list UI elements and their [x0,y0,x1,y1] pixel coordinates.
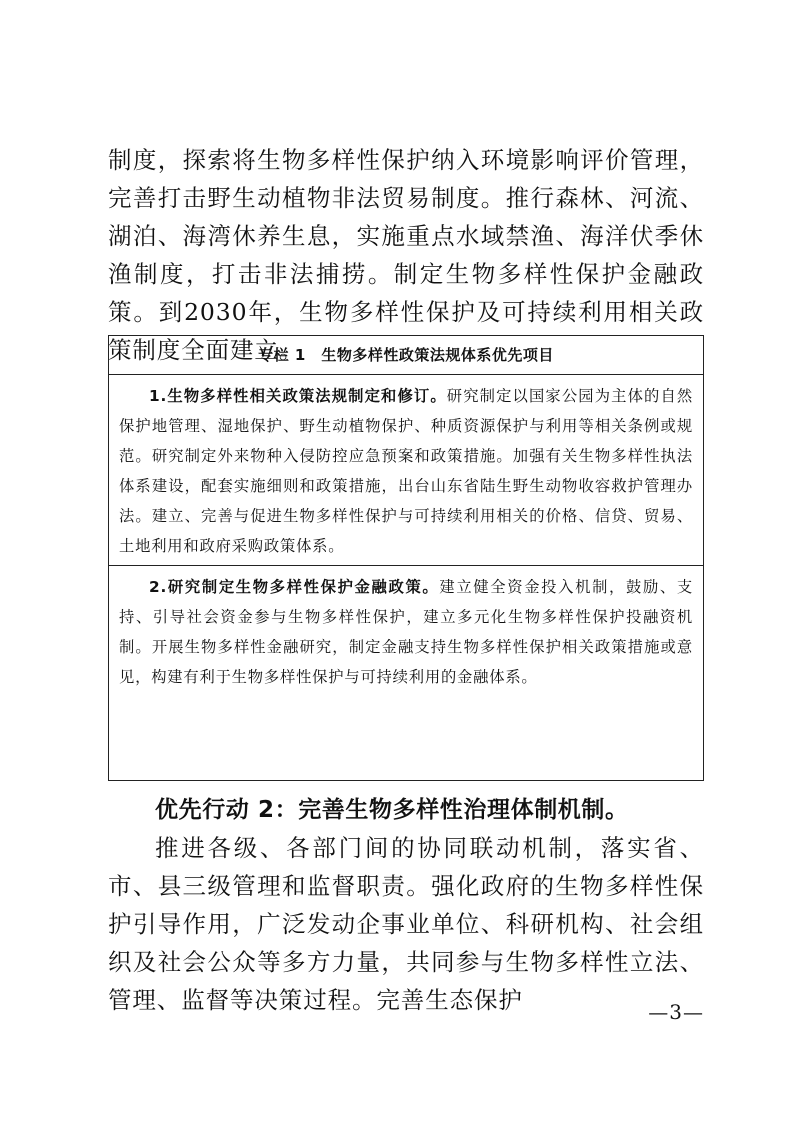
body-paragraph-bottom: 推进各级、各部门间的协同联动机制，落实省、市、县三级管理和监督职责。强化政府的生物多样性保护引导作用，广泛发动企事业单位、科研机构、社会组织及社会公众等多方力量，共同参与生物多样性立法、管理、监督等决策过程。完善生态保护 [108,834,704,1014]
page-number: —3— [648,1000,704,1024]
section-heading: 优先行动 2：完善生物多样性治理体制机制。 [155,797,629,823]
policy-box-item [109,565,703,696]
policy-box-item-lead: 2.研究制定生物多样性保护金融政策。 [149,578,440,596]
policy-box [108,335,704,781]
policy-box-item-body: 建立健全资金投入机制，鼓励、支持、引导社会资金参与生物多样性保护，建立多元化生物多样性保护投融资机制。开展生物多样性金融研究，制定金融支持生物多样性保护相关政策措施或意见，构建有利于生物多样性保护与可持续利用的金融体系。 [119,578,693,686]
policy-box-item [109,375,703,565]
policy-box-item-body: 研究制定以国家公园为主体的自然保护地管理、湿地保护、野生动植物保护、种质资源保护与利用等相关条例或规范。研究制定外来物种入侵防控应急预案和政策措施。加强有关生物多样性执法体系建设，配套实施细则和政策措施，出台山东省陆生野生动物收容救护管理办法。建立、完善与促进生物多样性保护与可持续利用相关的价格、信贷、贸易、土地利用和政府采购政策体系。 [119,387,693,555]
policy-box-title: 专栏 1 生物多样性政策法规体系优先项目 [109,336,703,375]
body-paragraph-top: 制度，探索将生物多样性保护纳入环境影响评价管理，完善打击野生动植物非法贸易制度。推行森林、河流、湖泊、海湾休养生息，实施重点水域禁渔、海洋伏季休渔制度，打击非法捕捞。制定生物多样性保护金融政策。到2030年，生物多样性保护及可持续利用相关政策制度全面建立。 [108,146,704,364]
policy-box-item-lead: 1.生物多样性相关政策法规制定和修订。 [149,387,447,405]
